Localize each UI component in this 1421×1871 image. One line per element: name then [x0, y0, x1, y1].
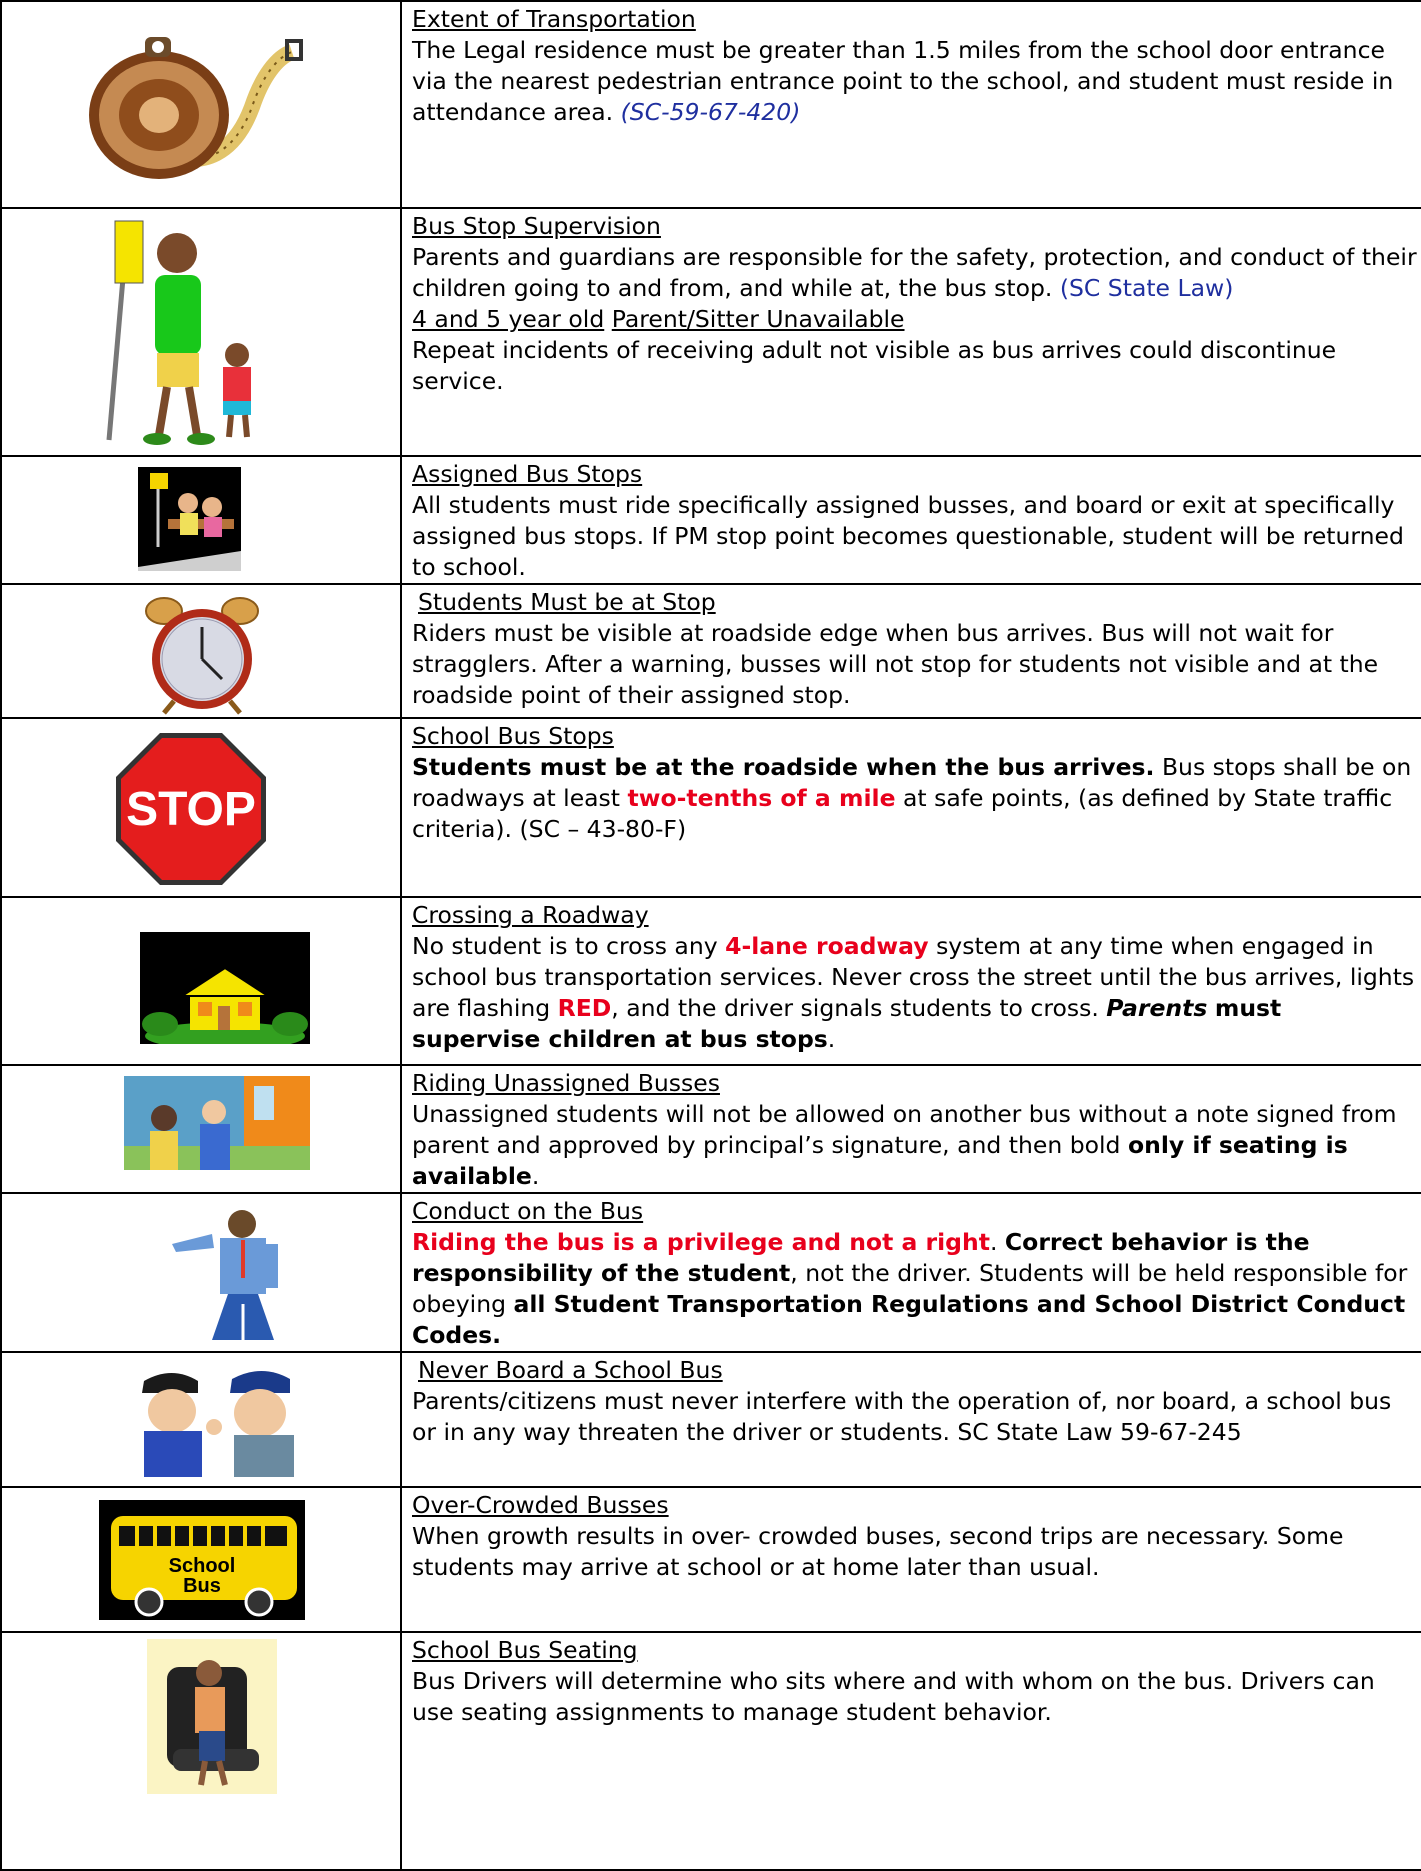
students-boarding-bus-icon — [124, 1076, 310, 1170]
rule-citation: (SC State Law) — [1059, 274, 1234, 302]
two-men-arguing-icon — [122, 1365, 308, 1477]
rule-bold: only if seating is available — [412, 1131, 1348, 1190]
rule-body — [412, 242, 1417, 304]
house-icon — [140, 932, 310, 1044]
rule-text-cell — [401, 1, 1421, 208]
rule-text-cell — [401, 1487, 1421, 1632]
bus-text-school: School — [168, 1555, 236, 1577]
icon-cell — [1, 1065, 401, 1193]
rule-text-cell — [401, 584, 1421, 718]
rule-body — [412, 1099, 1417, 1192]
stop-sign-icon — [114, 731, 268, 887]
rule-body: Bus Drivers will determine who sits where and with whom on the bus. Drivers can use seating assignments to manage student behavior. — [412, 1667, 1375, 1726]
icon-cell — [1, 456, 401, 584]
rule-heading: Riding Unassigned Busses — [412, 1069, 720, 1097]
parent-child-bus-stop-icon — [97, 215, 277, 451]
rule-row — [1, 1352, 1421, 1487]
rule-tail: . — [827, 1025, 836, 1053]
icon-cell — [1, 1352, 401, 1487]
man-pointing-icon — [172, 1204, 322, 1344]
rule-body: Parents/citizens must never interfere with the operation of, nor board, a school bus or in any way threaten the driver or students. SC State Law 59-67-245 — [412, 1387, 1392, 1446]
rule-text-cell — [401, 1065, 1421, 1193]
rule-body — [412, 931, 1417, 1055]
rule-row — [1, 208, 1421, 456]
rule-sep: . — [989, 1228, 998, 1256]
rule-body — [412, 752, 1417, 845]
rule-row — [1, 1193, 1421, 1352]
rule-bold-a: Correct behavior is the responsibility of the student — [412, 1228, 1310, 1287]
rule-red-text: two-tenths of a mile — [627, 784, 896, 812]
children-on-bench-icon — [138, 467, 241, 571]
rule-text-cell — [401, 1193, 1421, 1352]
rule-row — [1, 1, 1421, 208]
rule-text-cell — [401, 1632, 1421, 1870]
rule-heading: Students Must be at Stop — [418, 588, 716, 616]
rule-body-b: system at any time when engaged in school bus transportation services. Never cross the street until the bus arrives, lights are flashing — [412, 932, 1415, 1022]
rule-bold-lead: Students must be at the roadside when the bus arrives. — [412, 753, 1155, 781]
rule-text-cell — [401, 718, 1421, 897]
rule-body — [412, 35, 1417, 128]
rule-body-text: Parents and guardians are responsible for the safety, protection, and conduct of their children going to and from, and while at, the bus stop. — [412, 243, 1417, 302]
rule-body — [412, 1227, 1417, 1351]
rule-red: Riding the bus is a privilege and not a right — [412, 1228, 990, 1256]
rule-heading: Conduct on the Bus — [412, 1197, 644, 1225]
rule-red-a: 4-lane roadway — [725, 932, 929, 960]
icon-cell — [1, 718, 401, 897]
rule-bold-b: all Student Transportation Regulations and School District Conduct Codes. — [412, 1290, 1406, 1349]
rule-red-b: RED — [557, 994, 612, 1022]
rule-heading: Extent of Transportation — [412, 5, 696, 33]
icon-cell — [1, 1193, 401, 1352]
rule-body: Riders must be visible at roadside edge when bus arrives. Bus will not wait for stragglers. After a warning, busses will not stop for students not visible and at the roadside point of their assigned stop. — [412, 619, 1379, 709]
rule-heading: Bus Stop Supervision — [412, 212, 661, 240]
bus-text-bus: Bus — [183, 1575, 221, 1597]
rule-row — [1, 897, 1421, 1065]
rule-heading: Over-Crowded Busses — [412, 1491, 669, 1519]
rule-text-cell — [401, 208, 1421, 456]
rule-heading: Assigned Bus Stops — [412, 460, 643, 488]
rule-body-a: No student is to cross any — [412, 932, 718, 960]
rule-bold-italic: Parents — [1106, 994, 1208, 1022]
school-bus-icon — [99, 1500, 305, 1620]
rule-body-text: Unassigned students will not be allowed on another bus without a note signed from parent and approved by principal’s signature, and then bold — [412, 1100, 1397, 1159]
rule-subheading-b: Parent/Sitter Unavailable — [611, 305, 905, 333]
stop-sign-text: STOP — [126, 783, 256, 836]
rule-row — [1, 718, 1421, 897]
rule-row — [1, 1632, 1421, 1870]
rule-body-c: , and the driver signals students to cross. — [611, 994, 1099, 1022]
tape-measure-icon — [87, 27, 307, 187]
rule-body-a: , not the driver. Students will be held responsible for obeying — [412, 1259, 1408, 1318]
rule-row — [1, 584, 1421, 718]
alarm-clock-icon — [142, 591, 262, 715]
rule-body: When growth results in over- crowded buses, second trips are necessary. Some students may arrive at school or at home later than usual. — [412, 1522, 1344, 1581]
rule-bold-tail: must supervise children at bus stops — [412, 994, 1282, 1053]
rule-body: All students must ride specifically assigned busses, and board or exit at specifically assigned bus stops. If PM stop point becomes questionable, student will be returned to school. — [412, 491, 1404, 581]
rule-heading: Crossing a Roadway — [412, 901, 649, 929]
icon-cell — [1, 1, 401, 208]
rule-citation: (SC-59-67-420) — [620, 98, 801, 126]
icon-cell — [1, 584, 401, 718]
rule-subheading — [412, 304, 1417, 335]
rule-heading: School Bus Seating — [412, 1636, 638, 1664]
icon-cell — [1, 897, 401, 1065]
rule-row — [1, 1065, 1421, 1193]
rule-heading: School Bus Stops — [412, 722, 614, 750]
rule-subheading-a: 4 and 5 year old — [412, 305, 605, 333]
rule-tail: . — [531, 1162, 540, 1190]
icon-cell — [1, 1487, 401, 1632]
rule-text-cell — [401, 1352, 1421, 1487]
rule-body-b: at safe points, (as defined by State traffic criteria). (SC – 43-80-F) — [412, 784, 1393, 843]
rule-row — [1, 456, 1421, 584]
icon-cell — [1, 1632, 401, 1870]
rule-row — [1, 1487, 1421, 1632]
icon-cell — [1, 208, 401, 456]
student-on-seat-icon — [147, 1639, 277, 1794]
rule-text-cell — [401, 456, 1421, 584]
rule-heading: Never Board a School Bus — [418, 1356, 723, 1384]
rule-body-text: The Legal residence must be greater than 1.5 miles from the school door entrance via the nearest pedestrian entrance point to the school, and student must reside in attendance area. — [412, 36, 1394, 126]
rule-body-2: Repeat incidents of receiving adult not visible as bus arrives could discontinue service. — [412, 336, 1337, 395]
rule-text-cell — [401, 897, 1421, 1065]
rule-body-a: Bus stops shall be on roadways at least — [412, 753, 1412, 812]
